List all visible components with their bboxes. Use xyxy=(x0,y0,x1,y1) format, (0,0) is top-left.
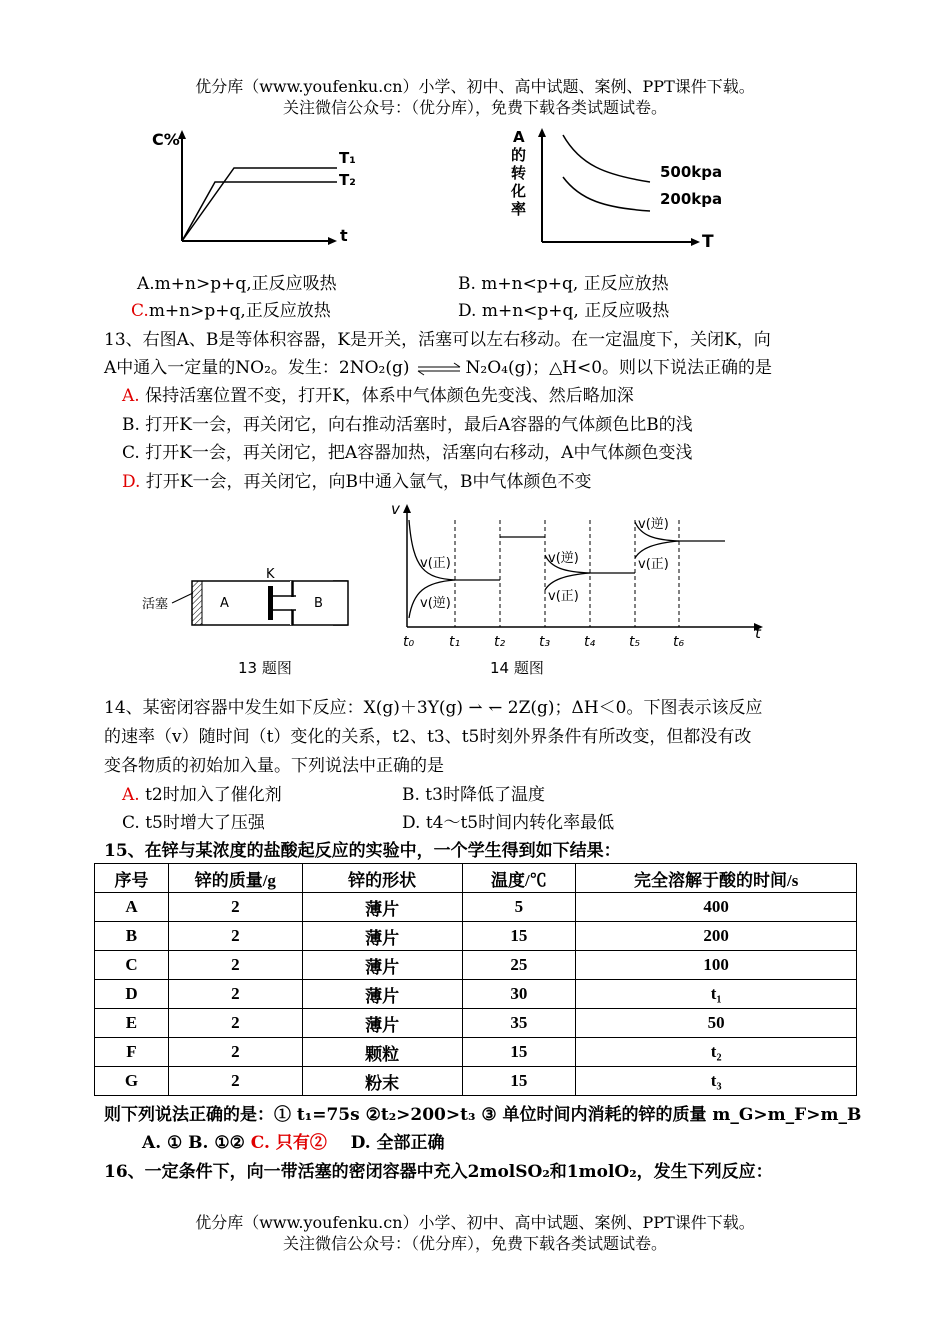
switch-k-label: K xyxy=(266,567,275,582)
header-cell: 完全溶解于酸的时间/s xyxy=(576,864,857,893)
tick-t0: t₀ xyxy=(403,634,415,650)
curve-t2-label: T₂ xyxy=(339,171,356,189)
q15-option-ab: A. ① B. ①② xyxy=(142,1133,245,1153)
q14-stem-line1: 14、某密闭容器中发生如下反应：X(g)＋3Y(g) ⇀ ↽ 2Z(g)；ΔH＜0。下图表示该反应 xyxy=(104,698,763,718)
curve-500kpa xyxy=(563,135,650,182)
table-cell: 200 xyxy=(576,922,857,951)
table-cell: 薄片 xyxy=(302,980,462,1009)
table-cell: C xyxy=(95,951,169,980)
table-cell: A xyxy=(95,893,169,922)
rate-forward-1 xyxy=(409,520,455,580)
table-cell: 15 xyxy=(462,1038,576,1067)
page-header-line2: 关注微信公众号：（优分库），免费下载各类试题试卷。 xyxy=(282,98,667,117)
table-row xyxy=(95,980,857,1009)
table-cell: D xyxy=(95,980,169,1009)
q12-option-c-letter: C. xyxy=(131,301,149,321)
q13-option-a-text: 保持活塞位置不变，打开K，体系中气体颜色先变浅、然后略加深 xyxy=(145,386,634,406)
x-axis-label: T xyxy=(702,232,714,252)
table-cell: 颗粒 xyxy=(302,1038,462,1067)
x-axis-label: t xyxy=(340,226,348,245)
q13-equation-left: A中通入一定量的NO₂。发生：2NO₂(g) xyxy=(104,358,410,378)
table-cell: 2 xyxy=(168,951,302,980)
table-cell: t₃ xyxy=(576,1067,857,1096)
q13-equation-right: N₂O₄(g)；△H<0。则以下说法正确的是 xyxy=(465,358,773,378)
table-cell: 100 xyxy=(576,951,857,980)
table-cell: 粉末 xyxy=(302,1067,462,1096)
q12-option-c xyxy=(131,301,331,321)
q15-stem-line1: 15、在锌与某浓度的盐酸起反应的实验中，一个学生得到如下结果： xyxy=(104,841,621,861)
q12-option-a: A.m+n>p+q,正反应吸热 xyxy=(137,274,337,294)
page-footer-line1: 优分库（www.youfenku.cn）小学、初中、高中试题、案例、PPT课件下载。 xyxy=(195,1213,755,1232)
tick-t3: t₃ xyxy=(539,634,551,650)
table-cell: 薄片 xyxy=(302,951,462,980)
q13-option-d-letter: D. xyxy=(122,472,141,492)
table-cell: 15 xyxy=(462,1067,576,1096)
q15-options xyxy=(142,1133,445,1153)
table-cell: t₂ xyxy=(576,1038,857,1067)
tick-t1: t₁ xyxy=(449,634,461,650)
table-cell: B xyxy=(95,922,169,951)
q12-option-d: D. m+n<p+q, 正反应吸热 xyxy=(458,301,670,321)
table-cell: 400 xyxy=(576,893,857,922)
piston-pointer xyxy=(172,593,193,603)
table-cell: 薄片 xyxy=(302,1009,462,1038)
figure-14-rate-vs-time xyxy=(385,500,775,650)
q12-option-c-text: m+n>p+q,正反应放热 xyxy=(148,301,331,321)
table-cell: t₁ xyxy=(576,980,857,1009)
tube-right xyxy=(270,595,296,611)
table-row xyxy=(95,1038,857,1067)
tick-t4: t₄ xyxy=(584,634,596,650)
table-cell: 25 xyxy=(462,951,576,980)
page-header-line1: 优分库（www.youfenku.cn）小学、初中、高中试题、案例、PPT课件下载。 xyxy=(195,77,755,96)
container-a-label: A xyxy=(220,596,229,611)
table-cell: F xyxy=(95,1038,169,1067)
figure-conversion-vs-temperature xyxy=(505,125,725,250)
y-label-char: A xyxy=(513,128,525,146)
table-row xyxy=(95,922,857,951)
y-axis-arrow xyxy=(538,128,546,137)
q14-option-a-text: t2时加入了催化剂 xyxy=(145,785,282,805)
q15-option-c: C. 只有② xyxy=(250,1133,327,1153)
figure-14-caption: 14 题图 xyxy=(490,659,544,677)
table-cell: G xyxy=(95,1067,169,1096)
page-footer-line2: 关注微信公众号：（优分库），免费下载各类试题试卷。 xyxy=(282,1234,667,1253)
label-forward-2: v(正) xyxy=(548,589,579,604)
q14-stem-line2: 的速率（v）随时间（t）变化的关系，t2、t3、t5时刻外界条件有所改变，但都没有改 xyxy=(104,727,752,747)
q14-option-d: D. t4～t5时间内转化率最低 xyxy=(402,813,615,833)
y-label-char: 率 xyxy=(511,200,527,218)
q14-option-c: C. t5时增大了压强 xyxy=(122,813,265,833)
table-cell: 2 xyxy=(168,980,302,1009)
label-forward-3: v(正) xyxy=(638,557,669,572)
x-axis-label: t xyxy=(755,624,761,642)
q13-option-d-text: 打开K一会，再关闭它，向B中通入氩气，B中气体颜色不变 xyxy=(145,472,592,492)
curve-200kpa-label: 200kpa xyxy=(660,190,723,208)
q13-option-c: C. 打开K一会，再关闭它，把A容器加热，活塞向右移动，A中气体颜色变浅 xyxy=(122,443,693,463)
figure-13-caption: 13 题图 xyxy=(238,659,292,677)
table-row xyxy=(95,951,857,980)
table-cell: 5 xyxy=(462,893,576,922)
q14-option-b: B. t3时降低了温度 xyxy=(402,785,545,805)
label-reverse-2: v(逆) xyxy=(548,551,579,566)
header-cell: 序号 xyxy=(95,864,169,893)
table-cell: 薄片 xyxy=(302,922,462,951)
q15-results-table xyxy=(94,863,857,1096)
table-cell: 2 xyxy=(168,922,302,951)
table-cell: 50 xyxy=(576,1009,857,1038)
y-label-char: 的 xyxy=(511,146,527,164)
label-forward-1: v(正) xyxy=(420,556,451,571)
q14-option-a-letter: A. xyxy=(122,785,140,805)
x-axis-arrow xyxy=(328,237,337,245)
table-header-row xyxy=(95,864,857,893)
q13-option-d xyxy=(122,472,592,492)
table-cell: 薄片 xyxy=(302,893,462,922)
y-label-char: 转 xyxy=(511,164,527,182)
header-cell: 温度/℃ xyxy=(462,864,576,893)
table-row xyxy=(95,1009,857,1038)
rate-forward-2 xyxy=(545,573,590,590)
q16-stem-line1: 16、一定条件下，向一带活塞的密闭容器中充入2molSO₂和1molO₂，发生下列反应： xyxy=(104,1162,773,1182)
curve-t1-label: T₁ xyxy=(339,149,356,167)
q15-option-d: D. 全部正确 xyxy=(350,1133,445,1153)
curve-200kpa xyxy=(563,177,650,211)
header-cell: 锌的形状 xyxy=(302,864,462,893)
y-axis-label: v xyxy=(391,500,400,518)
y-axis-label: C% xyxy=(152,130,180,149)
tick-t2: t₂ xyxy=(494,634,506,650)
curve-t1 xyxy=(182,168,337,241)
table-row xyxy=(95,1067,857,1096)
q13-option-a-letter: A. xyxy=(122,386,140,406)
q14-option-a xyxy=(122,785,282,805)
x-axis-arrow xyxy=(691,238,700,246)
label-reverse-1: v(逆) xyxy=(420,596,451,611)
header-cell: 锌的质量/g xyxy=(168,864,302,893)
table-cell: 2 xyxy=(168,1009,302,1038)
table-cell: 2 xyxy=(168,1038,302,1067)
table-row xyxy=(95,893,857,922)
figure-c-percent-vs-time xyxy=(140,125,356,250)
y-label-char: 化 xyxy=(511,182,527,200)
container-b-body xyxy=(292,581,352,627)
tick-t5: t₅ xyxy=(629,634,641,650)
q13-option-b: B. 打开K一会，再关闭它，向右推动活塞时，最后A容器的气体颜色比B的浅 xyxy=(122,415,693,435)
table-cell: 15 xyxy=(462,922,576,951)
q14-stem-line3: 变各物质的初始加入量。下列说法中正确的是 xyxy=(104,756,444,776)
q12-option-b: B. m+n<p+q, 正反应放热 xyxy=(458,274,669,294)
q13-stem-line2 xyxy=(104,358,772,378)
table-cell: 30 xyxy=(462,980,576,1009)
label-reverse-3: v(逆) xyxy=(638,517,669,532)
table-cell: E xyxy=(95,1009,169,1038)
container-b-label: B xyxy=(314,596,323,611)
rate-forward-3 xyxy=(635,541,679,558)
q15-statement: 则下列说法正确的是：① t₁=75s ②t₂>200>t₃ ③ 单位时间内消耗的锌的质量 m_G>m_F>m_B xyxy=(104,1105,862,1125)
q13-stem-line1: 13、右图A、B是等体积容器，K是开关，活塞可以左右移动。在一定温度下，关闭K，向 xyxy=(104,330,771,350)
table-cell: 2 xyxy=(168,893,302,922)
equilibrium-arrow-icon xyxy=(412,362,464,376)
curve-t2 xyxy=(182,182,337,241)
tick-t6: t₆ xyxy=(673,634,685,650)
q13-option-a xyxy=(122,386,634,406)
table-cell: 35 xyxy=(462,1009,576,1038)
curve-500kpa-label: 500kpa xyxy=(660,163,723,181)
table-cell: 2 xyxy=(168,1067,302,1096)
piston-label: 活塞 xyxy=(142,597,169,612)
